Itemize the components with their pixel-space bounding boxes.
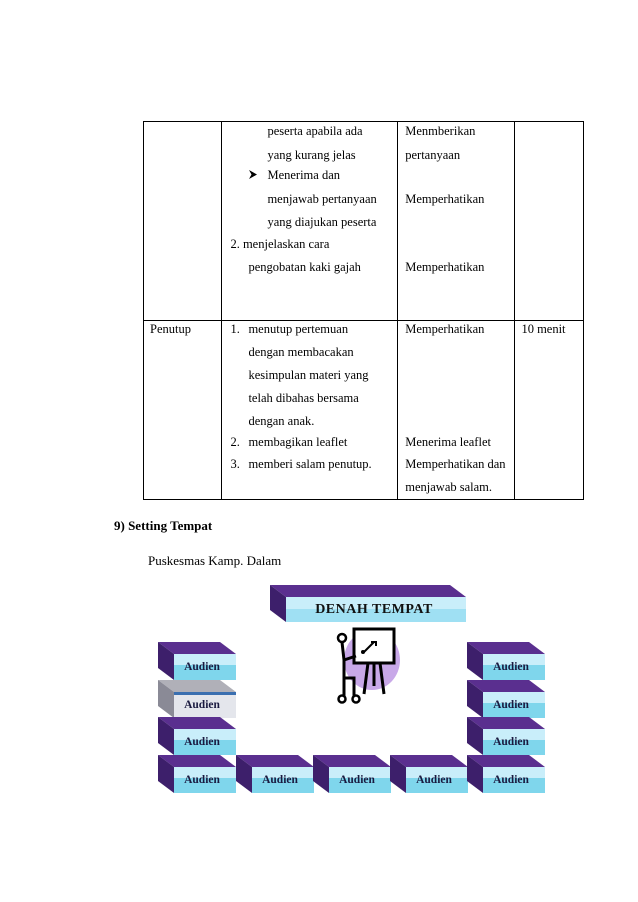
- list-text: memberi salam penutup.: [248, 457, 372, 471]
- audience-block: [467, 680, 545, 718]
- table-cell: [144, 122, 222, 321]
- duration-label: 10 menit: [521, 322, 566, 336]
- list-text: menjawab pertanyaan: [267, 192, 377, 206]
- arrow-bullet-icon: [248, 169, 258, 184]
- list-text: telah dibahas bersama: [248, 391, 359, 405]
- list-number: 2.: [230, 435, 240, 449]
- activity-table: [143, 121, 584, 500]
- list-text: Menerima dan: [267, 168, 340, 182]
- audience-label: Audien: [184, 699, 220, 711]
- list-text: yang diajukan peserta: [267, 215, 377, 229]
- list-text: Memperhatikan dan: [405, 457, 506, 471]
- table-cell: [144, 321, 222, 500]
- diagram-title-block: [270, 585, 466, 622]
- list-text: Menerima leaflet: [405, 435, 491, 449]
- list-text: menjawab salam.: [405, 480, 493, 494]
- list-text: pertanyaan: [405, 148, 461, 162]
- list-text: Memperhatikan: [405, 260, 485, 274]
- audience-block: [467, 755, 545, 793]
- audience-block: [390, 755, 468, 793]
- audience-label: Audien: [493, 661, 529, 673]
- audience-label: Audien: [184, 661, 220, 673]
- audience-block: [313, 755, 391, 793]
- list-text: dengan anak.: [248, 414, 315, 428]
- audience-block: [236, 755, 314, 793]
- audience-label: Audien: [339, 774, 375, 786]
- list-text: peserta apabila ada: [267, 124, 363, 138]
- presenter-easel-icon: [330, 626, 402, 704]
- audience-label: Audien: [493, 736, 529, 748]
- table-row: [144, 321, 584, 500]
- audience-label: Audien: [493, 774, 529, 786]
- audience-block: [158, 717, 236, 755]
- table-row: [144, 122, 584, 321]
- table-cell: [398, 122, 515, 321]
- audience-block: [158, 680, 236, 718]
- audience-label: Audien: [416, 774, 452, 786]
- place-text: Puskesmas Kamp. Dalam: [148, 553, 282, 568]
- table-cell: [515, 321, 584, 500]
- diagram-title: DENAH TEMPAT: [315, 602, 433, 617]
- table-cell: [222, 321, 398, 500]
- list-text: Menmberikan: [405, 124, 476, 138]
- table-cell: [515, 122, 584, 321]
- audience-label: Audien: [184, 774, 220, 786]
- list-text: pengobatan kaki gajah: [248, 260, 361, 274]
- phase-label: Penutup: [150, 322, 191, 336]
- audience-label: Audien: [493, 699, 529, 711]
- audience-block: [467, 642, 545, 680]
- list-text: yang kurang jelas: [267, 148, 356, 162]
- audience-block: [467, 717, 545, 755]
- list-text: membagikan leaflet: [248, 435, 348, 449]
- table-cell: [398, 321, 515, 500]
- list-text: Memperhatikan: [405, 322, 485, 336]
- list-number: 1.: [230, 322, 240, 336]
- audience-label: Audien: [184, 736, 220, 748]
- list-text: kesimpulan materi yang: [248, 368, 369, 382]
- audience-block: [158, 642, 236, 680]
- list-text: dengan membacakan: [248, 345, 354, 359]
- list-number: 3.: [230, 457, 240, 471]
- list-text: Memperhatikan: [405, 192, 485, 206]
- section-heading: 9) Setting Tempat: [114, 518, 213, 533]
- audience-block: [158, 755, 236, 793]
- list-text: menutup pertemuan: [248, 322, 349, 336]
- table-cell: [222, 122, 398, 321]
- list-text: 2. menjelaskan cara: [230, 237, 330, 251]
- audience-label: Audien: [262, 774, 298, 786]
